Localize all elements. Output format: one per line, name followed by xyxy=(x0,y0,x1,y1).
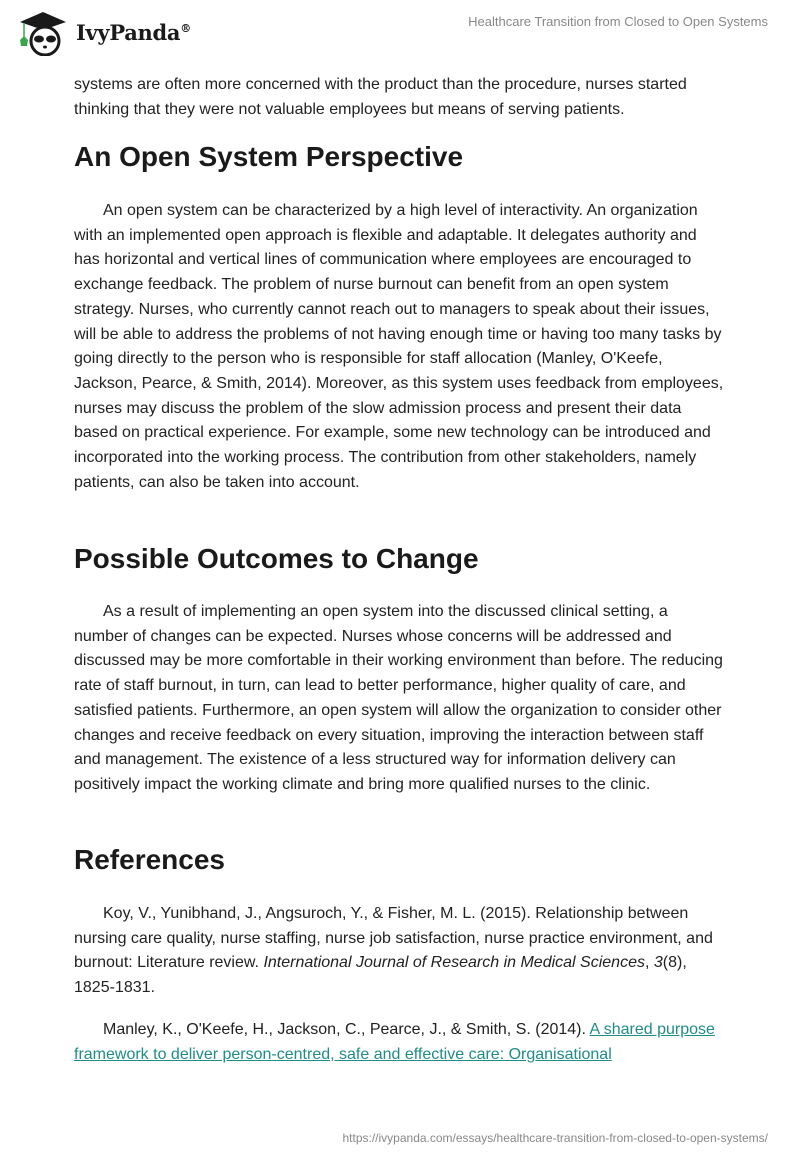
intro-continuation: systems are often more concerned with the product than the procedure, nurses started thinking that they were not valuable employees but means of serving patients. xyxy=(74,76,687,118)
page-url: https://ivypanda.com/essays/healthcare-transition-from-closed-to-open-systems/ xyxy=(342,1131,768,1145)
references-heading: References xyxy=(74,844,225,875)
reference-link[interactable]: A shared purpose framework to deliver person-centred, safe and effective care: Organisational xyxy=(74,1021,715,1063)
section-heading-open-system: An Open System Perspective xyxy=(74,141,464,172)
panda-logo-icon xyxy=(16,8,70,56)
ivypanda-logo[interactable] xyxy=(16,8,191,56)
document-title: Healthcare Transition from Closed to Open Systems xyxy=(468,14,768,29)
reference-item: Manley, K., O'Keefe, H., Jackson, C., Pearce, J., & Smith, S. (2014). A shared purpose framework to deliver person-centred, safe and effective care: Organisational xyxy=(74,1021,715,1063)
section-body-open-system: An open system can be characterized by a high level of interactivity. An organization with an implemented open approach is flexible and adaptable. It delegates authority and has horizontal and vertical lines of communication where employees are encouraged to exchange feedback. The problem of nurse burnout can benefit from an open system strategy. Nurses, who currently cannot reach out to managers to speak about their issues, will be able to address the problems of not having enough time or having too many tasks by going directly to the person who is responsible for staff allocation (Manley, O'Keefe, Jackson, Pearce, & Smith, 2014). Moreover, as this system uses feedback from employees, nurses may discuss the problem of the slow admission process and present their data based on practical experience. For example, some new technology can be introduced and incorporated into the working process. The contribution from other stakeholders, namely patients, can also be taken into account. xyxy=(74,202,724,491)
section-heading-outcomes: Possible Outcomes to Change xyxy=(74,543,479,574)
section-body-outcomes: As a result of implementing an open system into the discussed clinical setting, a number of changes can be expected. Nurses whose concerns will be addressed and discussed may be more comfortable in their working environment than before. The reducing rate of staff burnout, in turn, can lead to better performance, higher quality of care, and satisfied patients. Furthermore, an open system will allow the organization to consider other changes and receive feedback on every situation, improving the interaction between staff and management. The existence of a less structured way for information delivery can positively impact the working climate and bring more qualified nurses to the clinic. xyxy=(74,603,723,793)
brand-name: IvyPanda® xyxy=(76,19,191,45)
reference-item: Koy, V., Yunibhand, J., Angsuroch, Y., & Fisher, M. L. (2015). Relationship between nursing care quality, nurse staffing, nurse job satisfaction, nurse practice environment, and burnout: Literature review. International Journal of Research in Medical Sciences, 3(8), 1825-1831. xyxy=(74,905,713,997)
